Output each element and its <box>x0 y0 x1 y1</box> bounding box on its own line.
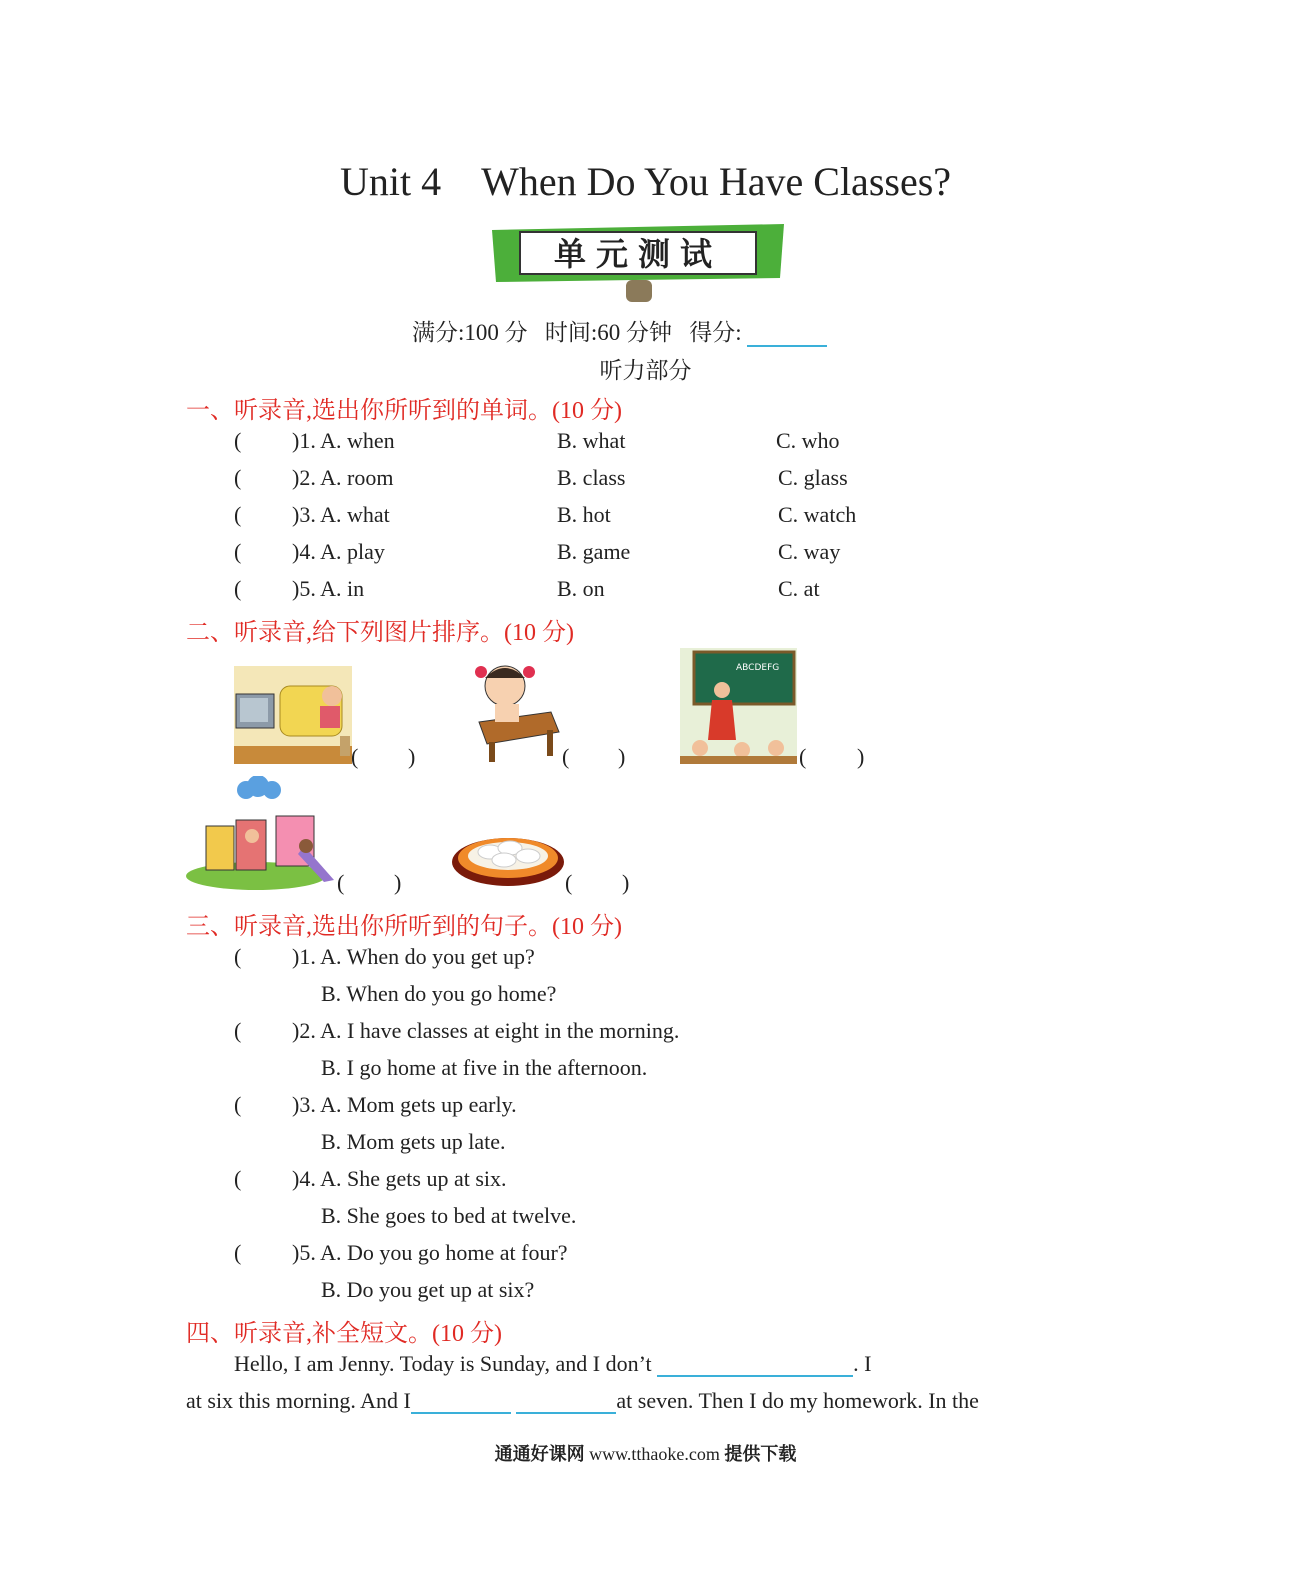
girl-at-desk-picture <box>465 656 561 764</box>
section-3-heading: 三、听录音,选出你所听到的句子。(10 分) <box>186 914 622 940</box>
paren: ( <box>234 502 242 527</box>
paren: ( <box>337 870 345 895</box>
tv-living-room-picture <box>234 666 352 764</box>
unit-test-badge <box>488 220 788 304</box>
section-4-heading: 四、听录音,补全短文。(10 分) <box>186 1321 502 1347</box>
paren: ( <box>234 428 242 453</box>
list-item: C. watch <box>778 502 857 527</box>
playground-picture <box>186 776 336 890</box>
paren: ( <box>799 744 807 769</box>
passage-blank[interactable] <box>657 1375 853 1377</box>
list-item: )4. A. play <box>292 539 385 564</box>
paren: ) <box>408 744 416 769</box>
list-item: C. glass <box>778 465 848 490</box>
list-item: )1. A. When do you get up? <box>292 944 535 969</box>
paren: ( <box>234 1166 242 1191</box>
list-item: )5. A. in <box>292 576 365 601</box>
list-item: )3. A. what <box>292 502 390 527</box>
paren: ( <box>562 744 570 769</box>
paren: ) <box>618 744 626 769</box>
teacher-classroom-picture <box>680 648 797 764</box>
list-item: )1. A. when <box>292 428 395 453</box>
paren: ) <box>622 870 630 895</box>
passage-line-1: Hello, I am Jenny. Today is Sunday, and I don’t . I <box>234 1351 872 1376</box>
section-1-heading: 一、听录音,选出你所听到的单词。(10 分) <box>186 398 622 424</box>
list-item: B. on <box>557 576 605 601</box>
part-heading: 听力部分 <box>599 358 692 383</box>
svg-text:ABCDEFG: ABCDEFG <box>736 663 780 673</box>
list-item: B. class <box>557 465 626 490</box>
list-item: B. Mom gets up late. <box>321 1129 506 1154</box>
footer: 通通好课网 www.tthaoke.com 提供下载 <box>494 1444 797 1464</box>
paren: ( <box>234 1092 242 1117</box>
paren: ( <box>234 1018 242 1043</box>
list-item: B. When do you go home? <box>321 981 557 1006</box>
list-item: C. way <box>778 539 841 564</box>
passage-blank[interactable] <box>516 1412 616 1414</box>
paren: ( <box>234 576 242 601</box>
section-2-heading: 二、听录音,给下列图片排序。(10 分) <box>186 620 574 646</box>
list-item: B. game <box>557 539 631 564</box>
svg-text:单元测试: 单元测试 <box>553 235 723 273</box>
passage-line-2: at six this morning. And I at seven. Then I do my homework. In the <box>186 1388 979 1413</box>
page-title: Unit 4 When Do You Have Classes? <box>339 159 952 204</box>
score-info: 满分:100 分 时间:60 分钟 得分: <box>412 314 827 347</box>
score-blank[interactable] <box>747 345 827 347</box>
paren: ( <box>234 465 242 490</box>
list-item: B. She goes to bed at twelve. <box>321 1203 577 1228</box>
paren: ) <box>394 870 402 895</box>
paren: ( <box>234 1240 242 1265</box>
list-item: )2. A. I have classes at eight in the morning. <box>292 1018 680 1043</box>
paren: ( <box>234 539 242 564</box>
list-item: B. what <box>557 428 626 453</box>
list-item: B. I go home at five in the afternoon. <box>321 1055 648 1080</box>
list-item: )5. A. Do you go home at four? <box>292 1240 568 1265</box>
list-item: )3. A. Mom gets up early. <box>292 1092 517 1117</box>
paren: ) <box>857 744 865 769</box>
list-item: C. who <box>776 428 840 453</box>
list-item: C. at <box>778 576 820 601</box>
paren: ( <box>234 944 242 969</box>
passage-blank[interactable] <box>411 1412 511 1414</box>
paren: ( <box>565 870 573 895</box>
paren: ( <box>351 744 359 769</box>
list-item: )4. A. She gets up at six. <box>292 1166 507 1191</box>
list-item: B. Do you get up at six? <box>321 1277 535 1302</box>
list-item: B. hot <box>557 502 611 527</box>
list-item: )2. A. room <box>292 465 394 490</box>
dumplings-plate-picture <box>450 828 566 890</box>
